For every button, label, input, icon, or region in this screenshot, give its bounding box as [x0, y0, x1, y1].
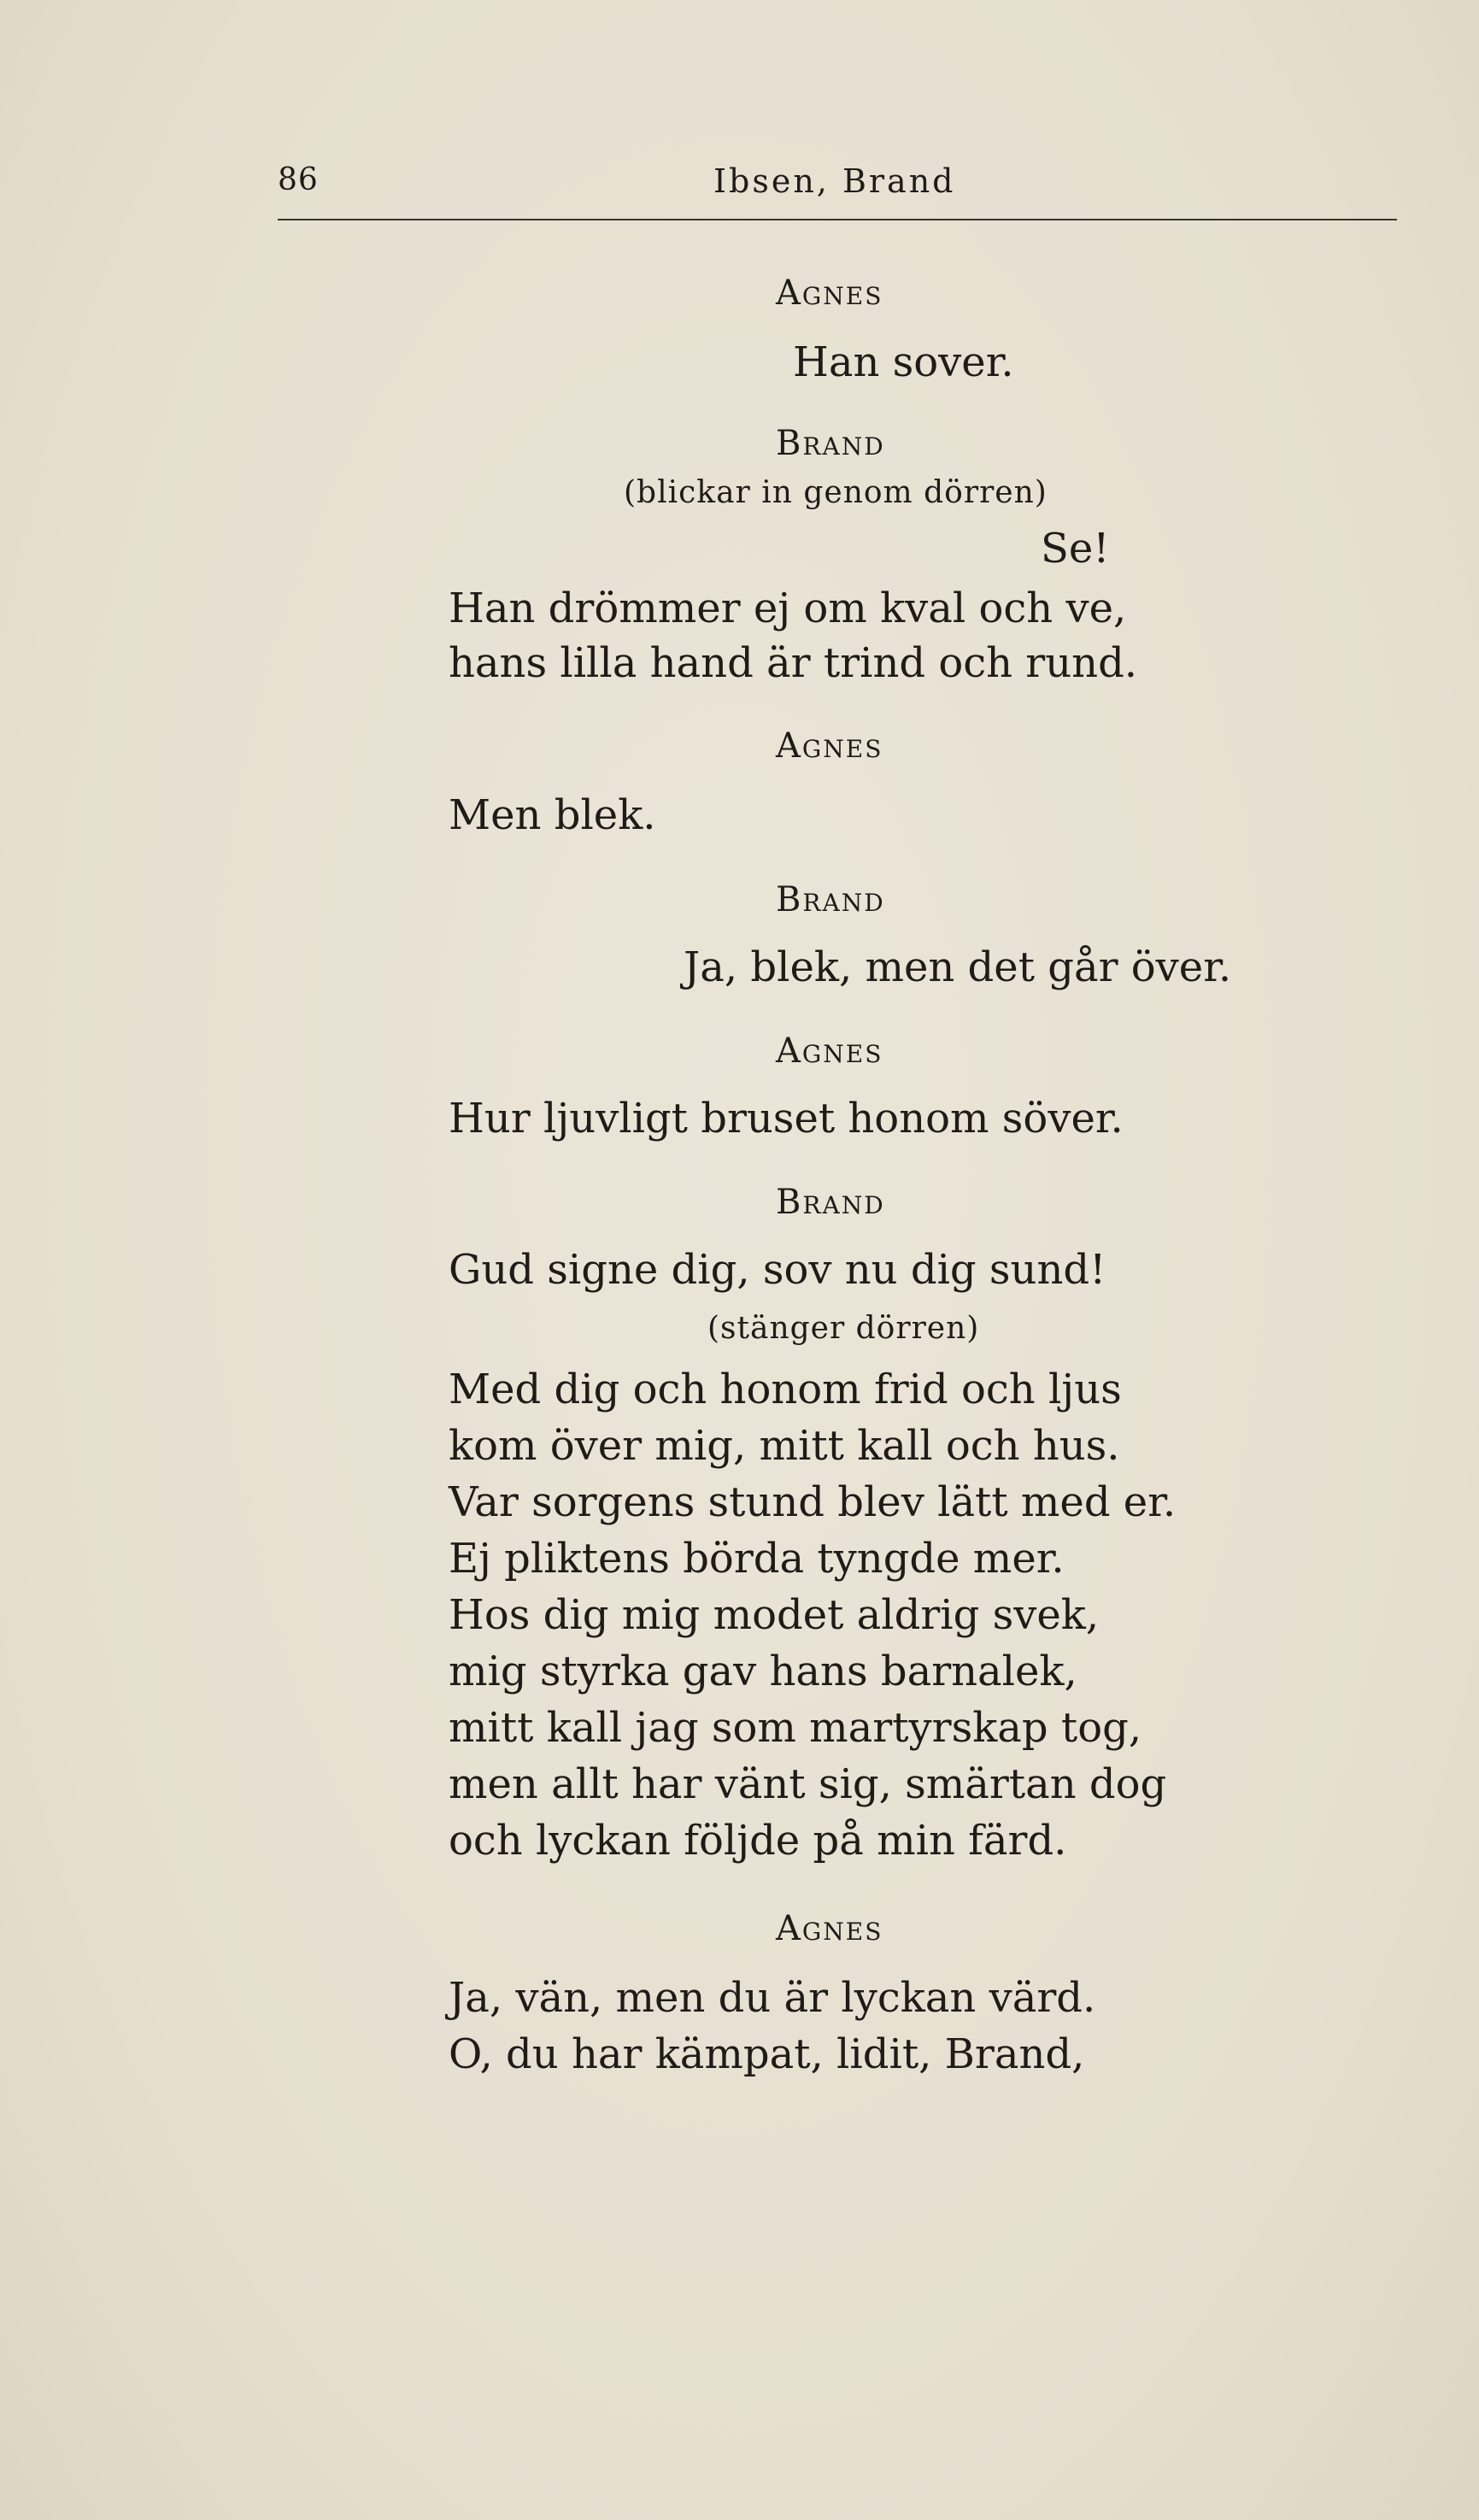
verse-line: men allt har vänt sig, smärtan dog — [449, 1760, 1167, 1808]
verse-line: Ej pliktens börda tyngde mer. — [449, 1535, 1065, 1583]
verse-line: Han sover. — [793, 338, 1014, 386]
page-header — [278, 162, 1397, 214]
speaker-name: Agnes — [776, 1031, 883, 1071]
verse-line: Var sorgens stund blev lätt med er. — [449, 1478, 1177, 1526]
speaker-name: Agnes — [776, 273, 883, 313]
verse-line: O, du har kämpat, lidit, Brand, — [449, 2030, 1085, 2078]
verse-line: Men blek. — [449, 791, 656, 839]
running-title: Ibsen, Brand — [713, 162, 956, 200]
verse-line: Hur ljuvligt bruset honom söver. — [449, 1095, 1124, 1143]
speaker-name: Brand — [776, 424, 885, 463]
verse-line: Han drömmer ej om kval och ve, — [449, 584, 1127, 632]
verse-line: kom över mig, mitt kall och hus. — [449, 1422, 1120, 1470]
stage-direction: (stänger dörren) — [707, 1311, 980, 1346]
verse-line: Ja, vän, men du är lyckan värd. — [449, 1974, 1096, 2022]
verse-line: hans lilla hand är trind och rund. — [449, 639, 1138, 687]
stage-direction: (blickar in genom dörren) — [624, 475, 1048, 510]
speaker-name: Agnes — [776, 726, 883, 766]
verse-line: Med dig och honom frid och ljus — [449, 1366, 1122, 1413]
speaker-name: Brand — [776, 1183, 885, 1222]
speaker-name: Agnes — [776, 1909, 883, 1948]
verse-line: mitt kall jag som martyrskap tog, — [449, 1704, 1142, 1752]
verse-line: Hos dig mig modet aldrig svek, — [449, 1591, 1100, 1639]
header-rule — [278, 219, 1397, 220]
speaker-name: Brand — [776, 880, 885, 919]
verse-line: mig styrka gav hans barnalek, — [449, 1648, 1077, 1695]
verse-line: Gud signe dig, sov nu dig sund! — [449, 1246, 1106, 1294]
page-number: 86 — [278, 162, 319, 197]
verse-line: Se! — [1041, 525, 1110, 573]
verse-line: och lyckan följde på min färd. — [449, 1817, 1067, 1865]
verse-line: Ja, blek, men det går över. — [684, 943, 1232, 991]
